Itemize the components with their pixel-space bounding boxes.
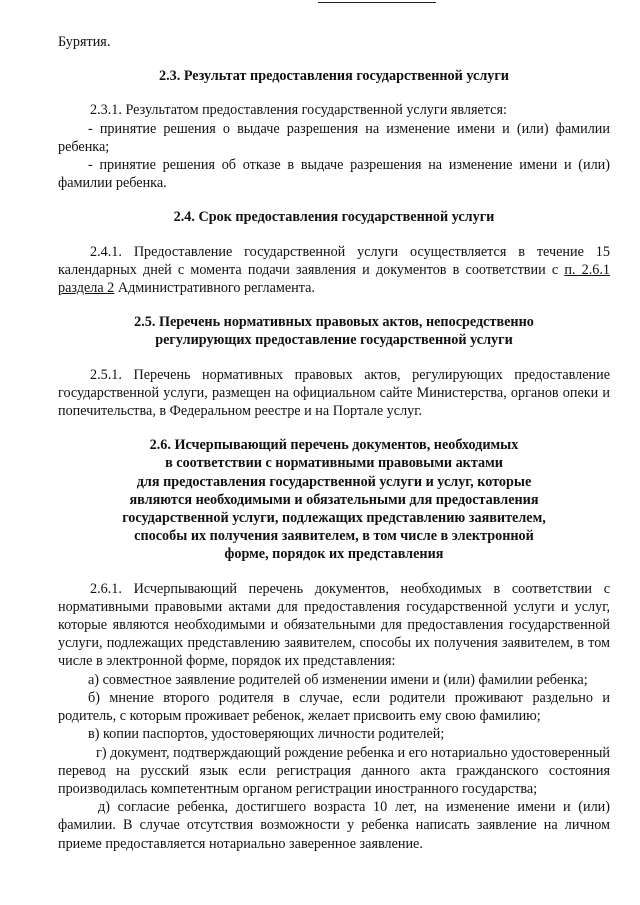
para-2-6-1: 2.6.1. Исчерпывающий перечень документов, необходимых в соответствии с нормативными правовыми актами для предоставления государственной услуги и услуг, которые являются необходимыми и обязательными для предоставления государственной услуги, подлежащих представлению заявителем, способы их получения заявителем, в том числе в электронной форме, порядок их представления: bbox=[58, 580, 610, 670]
heading-2-5-line: 2.5. Перечень нормативных правовых актов, непосредственно bbox=[134, 314, 534, 331]
intro-text: Бурятия. bbox=[58, 34, 111, 50]
heading-2-6-line: являются необходимыми и обязательными для предоставления bbox=[129, 491, 539, 508]
para-2-3-1-a: - принятие решения о выдаче разрешения на изменение имени и (или) фамилии ребенка; bbox=[58, 120, 610, 155]
list-item-b: б) мнение второго родителя в случае, если родители проживают раздельно и родитель, с которым проживает ребенок, желает присвоить ему свою фамилию; bbox=[58, 689, 610, 725]
list-item-d: д) согласие ребенка, достигшего возраста 10 лет, на изменение имени и (или) фамилии. В случае отсутствия возможности у ребенка написать заявление на личном приеме предоставляется нотариально заверенное заявление. bbox=[58, 799, 610, 852]
para-2-4-1-tail: Административного регламента. bbox=[114, 280, 315, 297]
heading-2-6 bbox=[58, 436, 610, 563]
heading-2-5 bbox=[58, 313, 610, 349]
heading-2-4: 2.4. Срок предоставления государственной услуги bbox=[173, 209, 495, 226]
document-body bbox=[58, 33, 610, 853]
para-2-5-1: 2.5.1. Перечень нормативных правовых актов, регулирующих предоставление государственной услуги, размещен на официальном сайте Министерства, органов опеки и попечительства, в Федеральном реестре и на Портале услуг. bbox=[58, 366, 610, 420]
para-2-3-1-b: - принятие решения об отказе в выдаче разрешения на изменение имени и (или) фамилии ребенка. bbox=[58, 157, 610, 192]
list-item-a: а) совместное заявление родителей об изменении имени и (или) фамилии ребенка; bbox=[88, 671, 588, 688]
heading-2-3: 2.3. Результат предоставления государственной услуги bbox=[158, 68, 509, 85]
heading-2-6-line: способы их получения заявителем, в том числе в электронной bbox=[134, 528, 534, 545]
section-link[interactable]: п. 2.6.1 раздела 2 bbox=[58, 261, 610, 297]
para-2-4-1 bbox=[58, 243, 610, 298]
heading-2-6-line: 2.6. Исчерпывающий перечень документов, необходимых bbox=[149, 437, 519, 454]
para-2-3-1: 2.3.1. Результатом предоставления государственной услуги является: bbox=[90, 102, 507, 119]
heading-2-6-line: для предоставления государственной услуги и услуг, которые bbox=[136, 473, 532, 490]
heading-2-6-line: форме, порядок их представления bbox=[224, 546, 444, 563]
top-rule bbox=[318, 2, 436, 3]
heading-2-6-line: государственной услуги, подлежащих представлению заявителем, bbox=[122, 510, 546, 527]
heading-2-5-line: регулирующих предоставление государственной услуги bbox=[155, 332, 513, 349]
para-2-4-1-text: 2.4.1. Предоставление государственной услуги осуществляется в течение 15 календарных дней с момента подачи заявления и документов в соответствии с bbox=[58, 243, 610, 278]
list-item-g: г) документ, подтверждающий рождение ребенка и его нотариально удостоверенный перевод на русский язык если регистрация данного акта гражданского состояния производилась компетентным органом регистрации иностранного государства; bbox=[58, 744, 610, 797]
heading-2-6-line: в соответствии с нормативными правовыми актами bbox=[165, 455, 503, 472]
list-item-v: в) копии паспортов, удостоверяющих личности родителей; bbox=[88, 726, 445, 743]
